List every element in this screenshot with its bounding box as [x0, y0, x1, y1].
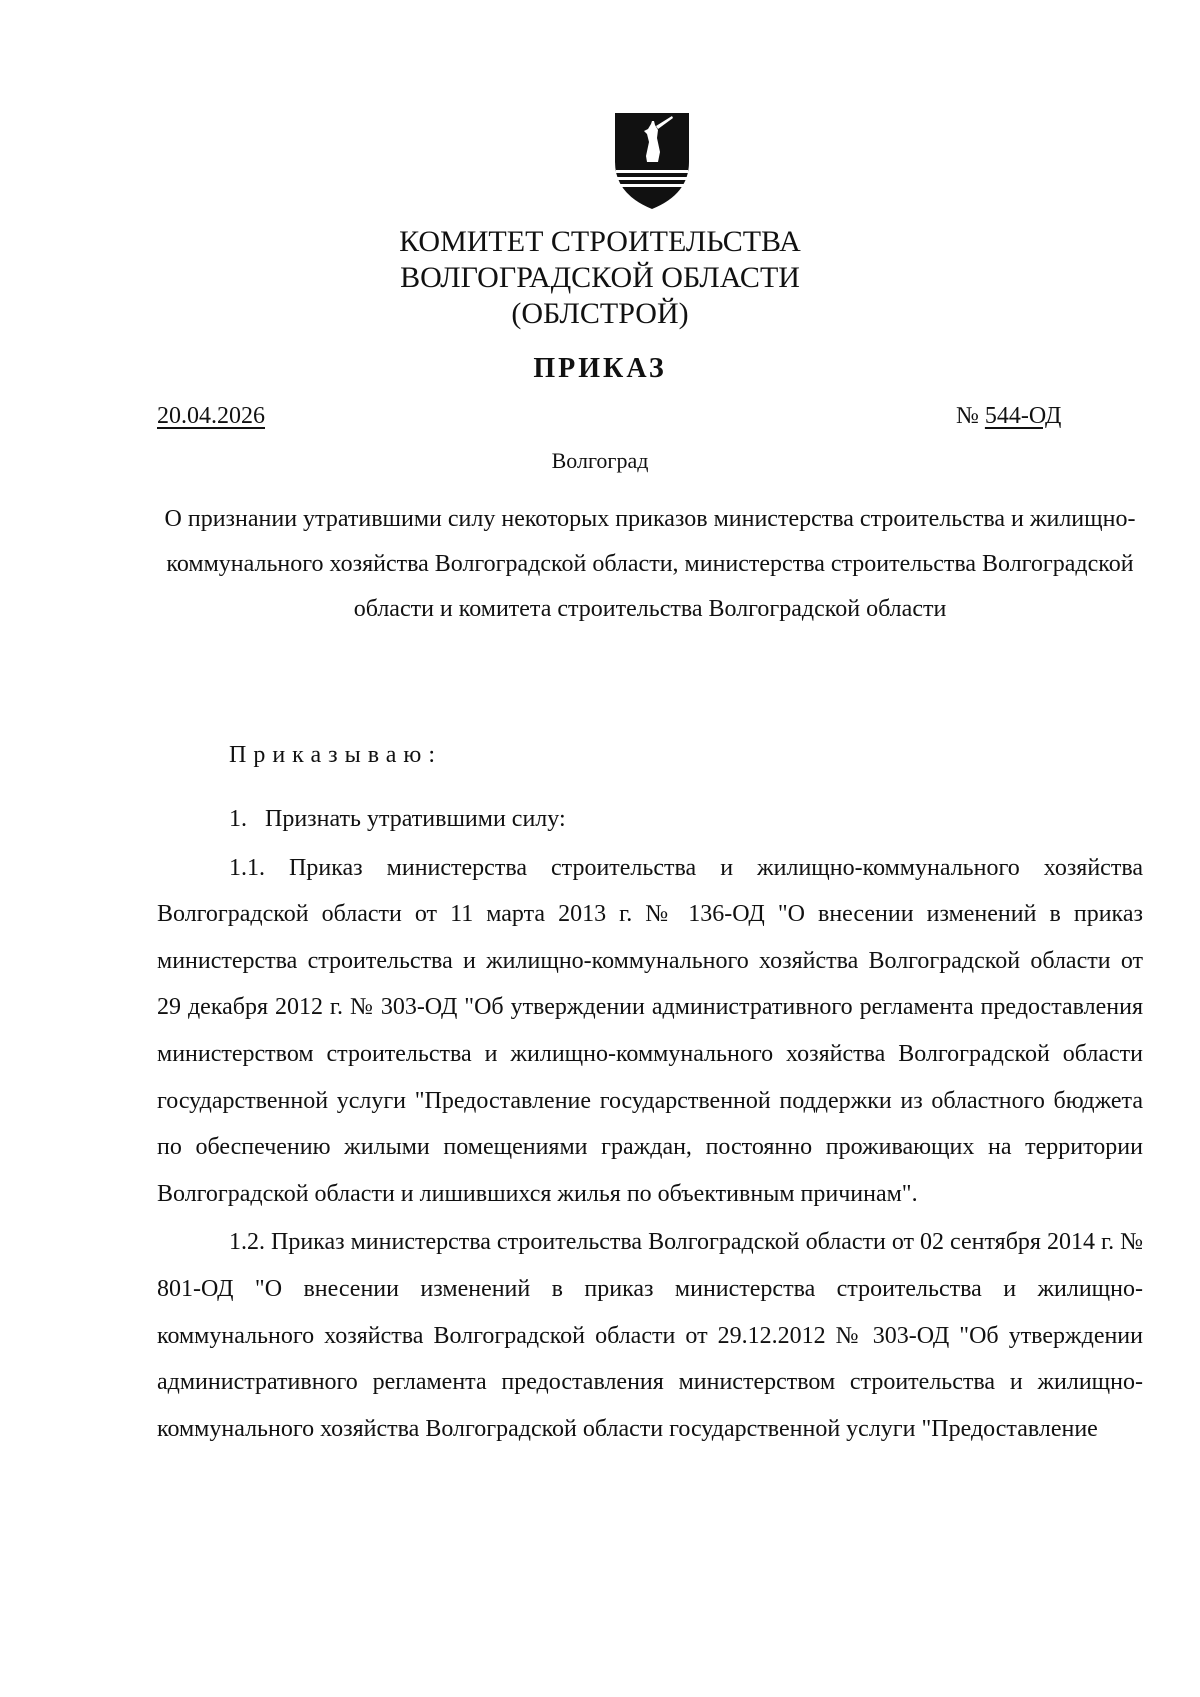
- organization-name: [0, 224, 1200, 332]
- document-title: О признании утратившими силу некоторых приказов министерства строительства и жилищно-коммунального хозяйства Волгоградской области, министерства строительства Волгоградской области и комитета строительства Волгоградской области: [164, 506, 1136, 622]
- document-number: [956, 403, 1061, 430]
- clause-1-1: 1.1. Приказ министерства строительства и жилищно-коммунального хозяйства Волгоградской области от 11 марта 2013 г. № 136-ОД "О внесении изменений в приказ министерства строительства и жилищно-коммунального хозяйства Волгоградской области от 29 декабря 2012 г. № 303-ОД "Об утверждении административного регламента предоставления министерством строительства и жилищно-коммунального хозяйства Волгоградской области государственной услуги "Предоставление государственной поддержки из областного бюджета по обеспечению жилыми помещениями граждан, постоянно проживающих на территории Волгоградской области и лишившихся жилья по объективным причинам".: [157, 854, 1143, 1207]
- number-prefix: №: [956, 403, 979, 429]
- org-line-3: (ОБЛСТРОЙ): [511, 297, 689, 330]
- document-body: [157, 796, 1143, 1452]
- ordering-word: Приказываю:: [229, 742, 442, 768]
- document-date: 20.04.2026: [157, 403, 265, 429]
- org-line-1: КОМИТЕТ СТРОИТЕЛЬСТВА: [399, 225, 801, 258]
- coat-of-arms-icon: [614, 112, 690, 210]
- document-type: ПРИКАЗ: [533, 353, 667, 384]
- document-city: Волгоград: [551, 448, 649, 473]
- clause-1: 1. Признать утратившими силу:: [229, 806, 566, 832]
- clause-1-2: 1.2. Приказ министерства строительства Волгоградской области от 02 сентября 2014 г. № 801-ОД "О внесении изменений в приказ министерства строительства и жилищно-коммунального хозяйства Волгоградской области от 29.12.2012 № 303-ОД "Об утверждении административного регламента предоставления министерством строительства и жилищно-коммунального хозяйства Волгоградской области государственной услуги "Предоставление: [157, 1229, 1143, 1442]
- org-line-2: ВОЛГОГРАДСКОЙ ОБЛАСТИ: [400, 261, 800, 294]
- number-value: 544-ОД: [984, 403, 1062, 429]
